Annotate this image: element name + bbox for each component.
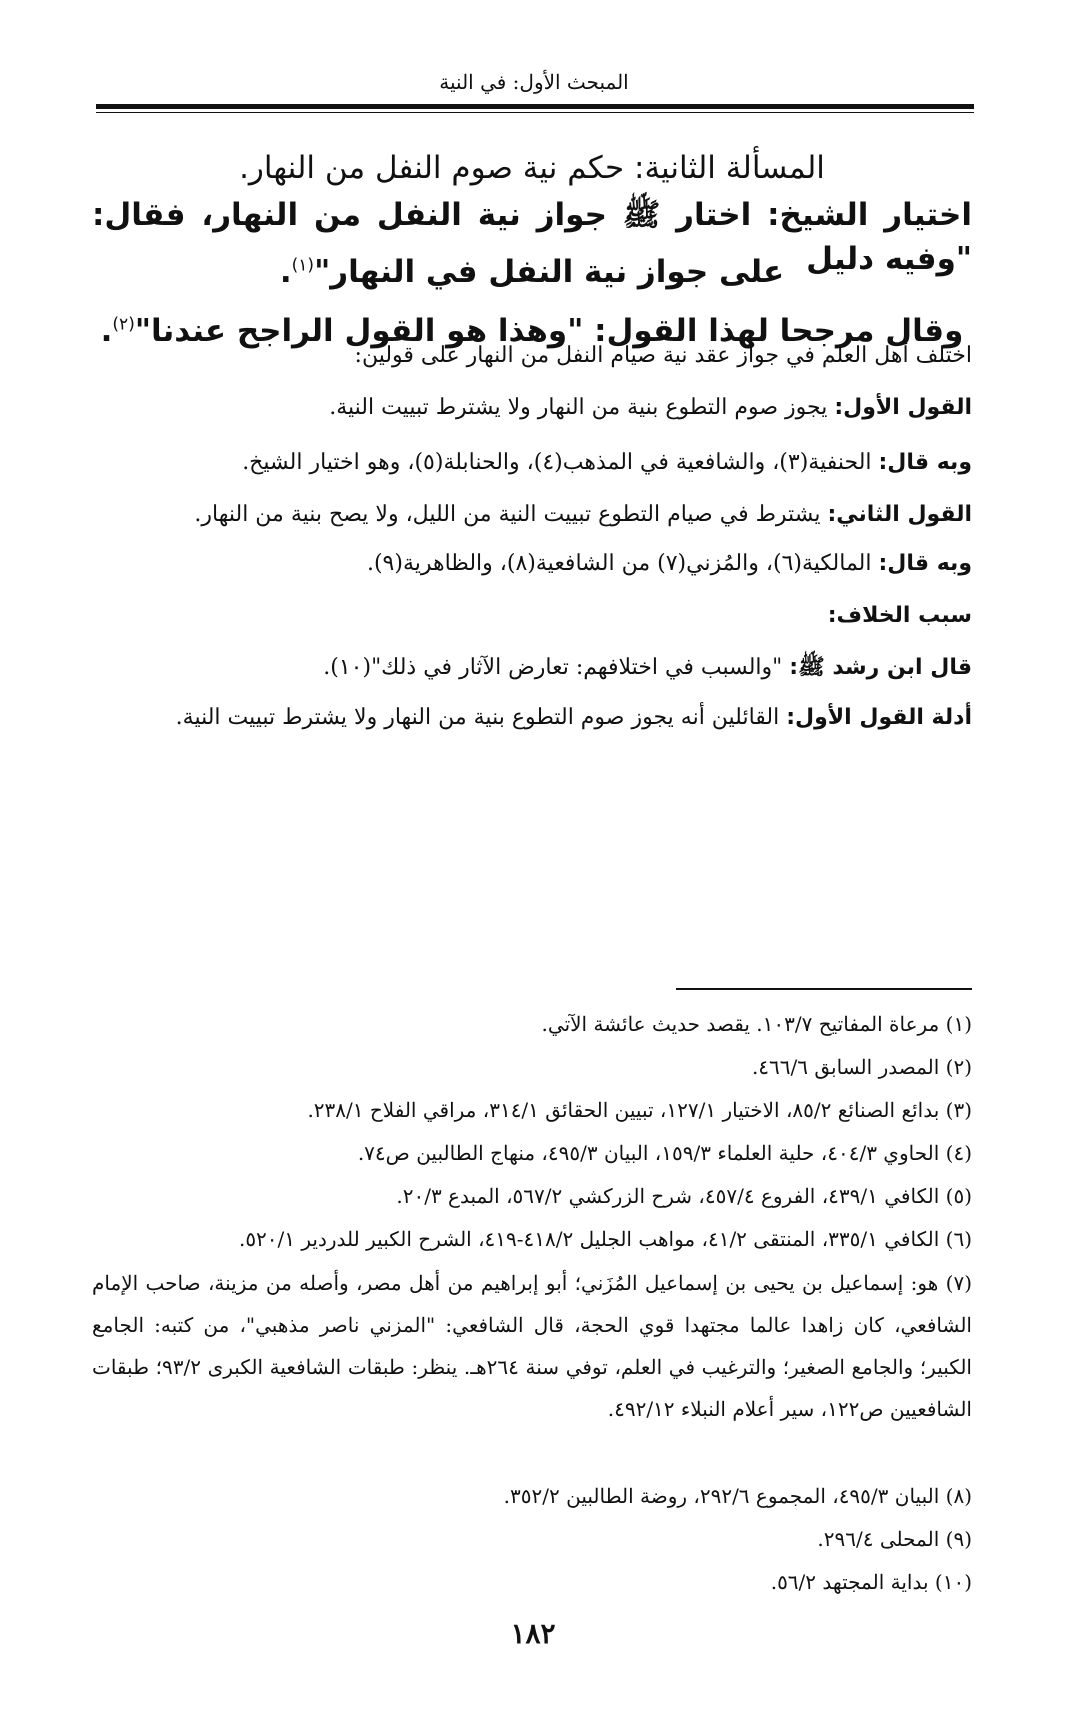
first-opinion-evidence	[92, 705, 972, 730]
footnote-8: (٨) البيان ٤٩٥/٣، المجموع ٢٩٢/٦، روضة الطالبين ٣٥٢/٢.	[503, 1484, 972, 1508]
header-rule-thin	[96, 112, 974, 113]
page-number: ١٨٢	[510, 1617, 556, 1650]
ibn-rushd-text: "والسبب في اختلافهم: تعارض الآثار في ذلك"(١٠).	[323, 655, 790, 680]
second-opinion-text: يشترط في صيام التطوع تبييت النية من الليل، ولا يصح بنية من النهار.	[194, 502, 828, 527]
first-holders-text: الحنفية(٣)، والشافعية في المذهب(٤)، والحنابلة(٥)، وهو اختيار الشيخ.	[242, 450, 879, 475]
footnote-4: (٤) الحاوي ٤٠٤/٣، حلية العلماء ١٥٩/٣، البيان ٤٩٥/٣، منهاج الطالبين ص٧٤.	[357, 1141, 972, 1165]
sheikh-choice-line2: على جواز نية النفل في النهار"$^{(١)}$.	[279, 254, 785, 290]
second-holders-text: المالكية(٦)، والمُزني(٧) من الشافعية(٨)، والظاهرية(٩).	[366, 551, 879, 576]
footnote-9: (٩) المحلى ٢٩٦/٤.	[817, 1527, 972, 1551]
second-opinion	[92, 502, 972, 527]
footnote-2: (٢) المصدر السابق ٤٦٦/٦.	[751, 1055, 972, 1079]
sheikh-preference-text: وقال مرجحا لهذا القول: "وهذا هو القول الراجح عندنا"	[134, 313, 964, 349]
sheikh-preference-line: وقال مرجحا لهذا القول: "وهذا هو القول الراجح عندنا"$^{(٢)}$.	[100, 313, 964, 349]
footnote-ref-1[interactable]: (١)	[291, 255, 315, 276]
sheikh-choice-line2-text: على جواز نية النفل في النهار"	[314, 254, 785, 290]
second-holders-label: وبه قال:	[878, 551, 972, 576]
second-opinion-holders	[92, 551, 972, 576]
ibn-rushd-quote	[92, 653, 972, 685]
first-opinion-text: يجوز صوم التطوع بنية من النهار ولا يشترط تبييت النية.	[329, 395, 835, 420]
first-opinion-holders	[92, 450, 972, 475]
intro-paragraph: اختلف أهل العلم في جواز عقد نية صيام النفل من النهار على قولين:	[354, 343, 972, 368]
issue-title: المسألة الثانية: حكم نية صوم النفل من النهار.	[239, 150, 825, 186]
footnote-ref-2[interactable]: (٢)	[112, 314, 135, 335]
running-header: المبحث الأول: في النية	[439, 70, 629, 94]
footnote-separator	[676, 988, 972, 990]
second-opinion-label: القول الثاني:	[827, 502, 972, 527]
footnote-7: (٧) هو: إسماعيل بن يحيى بن إسماعيل المُزَني؛ أبو إبراهيم من أهل مصر، وأصله من مزينة، صاحب الإمام الشافعي، كان زاهدا عالما مجتهدا قوي الحجة، قال الشافعي: "المزني ناصر مذهبي"، من كتبه: الجامع الكبير؛ والجامع الصغير؛ والترغيب في العلم، توفي سنة ٢٦٤هـ. ينظر: طبقات الشافعية الكبرى ٩٣/٢؛ طبقات الشافعيين ص١٢٢، سير أعلام النبلاء ٤٩٢/١٢.	[92, 1271, 972, 1421]
ibn-rushd-label: قال ابن رشد ﷺ:	[789, 655, 972, 680]
footnote-5: (٥) الكافي ٤٣٩/١، الفروع ٤٥٧/٤، شرح الزركشي ٥٦٧/٢، المبدع ٢٠/٣.	[396, 1184, 972, 1208]
footnote-3: (٣) بدائع الصنائع ٨٥/٢، الاختيار ١٢٧/١، تبيين الحقائق ٣١٤/١، مراقي الفلاح ٢٣٨/١.	[307, 1098, 972, 1122]
header-rule-thick	[96, 104, 974, 109]
evidence-label: أدلة القول الأول:	[786, 705, 972, 730]
disagreement-cause-heading	[92, 603, 972, 628]
disagreement-cause-label: سبب الخلاف:	[827, 603, 972, 628]
first-opinion	[92, 395, 972, 420]
sheikh-choice-line1: اختيار الشيخ: اختار ﷺ جواز نية النفل من النهار، فقال: "وفيه دليل	[92, 197, 972, 277]
footnote-10: (١٠) بداية المجتهد ٥٦/٢.	[770, 1570, 972, 1594]
first-holders-label: وبه قال:	[878, 450, 972, 475]
footnote-6: (٦) الكافي ٣٣٥/١، المنتقى ٤١/٢، مواهب الجليل ٤١٨/٢-٤١٩، الشرح الكبير للدردير ٥٢٠/١.	[238, 1227, 972, 1251]
evidence-text: القائلين أنه يجوز صوم التطوع بنية من النهار ولا يشترط تبييت النية.	[175, 705, 787, 730]
first-opinion-label: القول الأول:	[834, 395, 972, 420]
footnote-1: (١) مرعاة المفاتيح ١٠٣/٧. يقصد حديث عائشة الآتي.	[541, 1012, 972, 1036]
